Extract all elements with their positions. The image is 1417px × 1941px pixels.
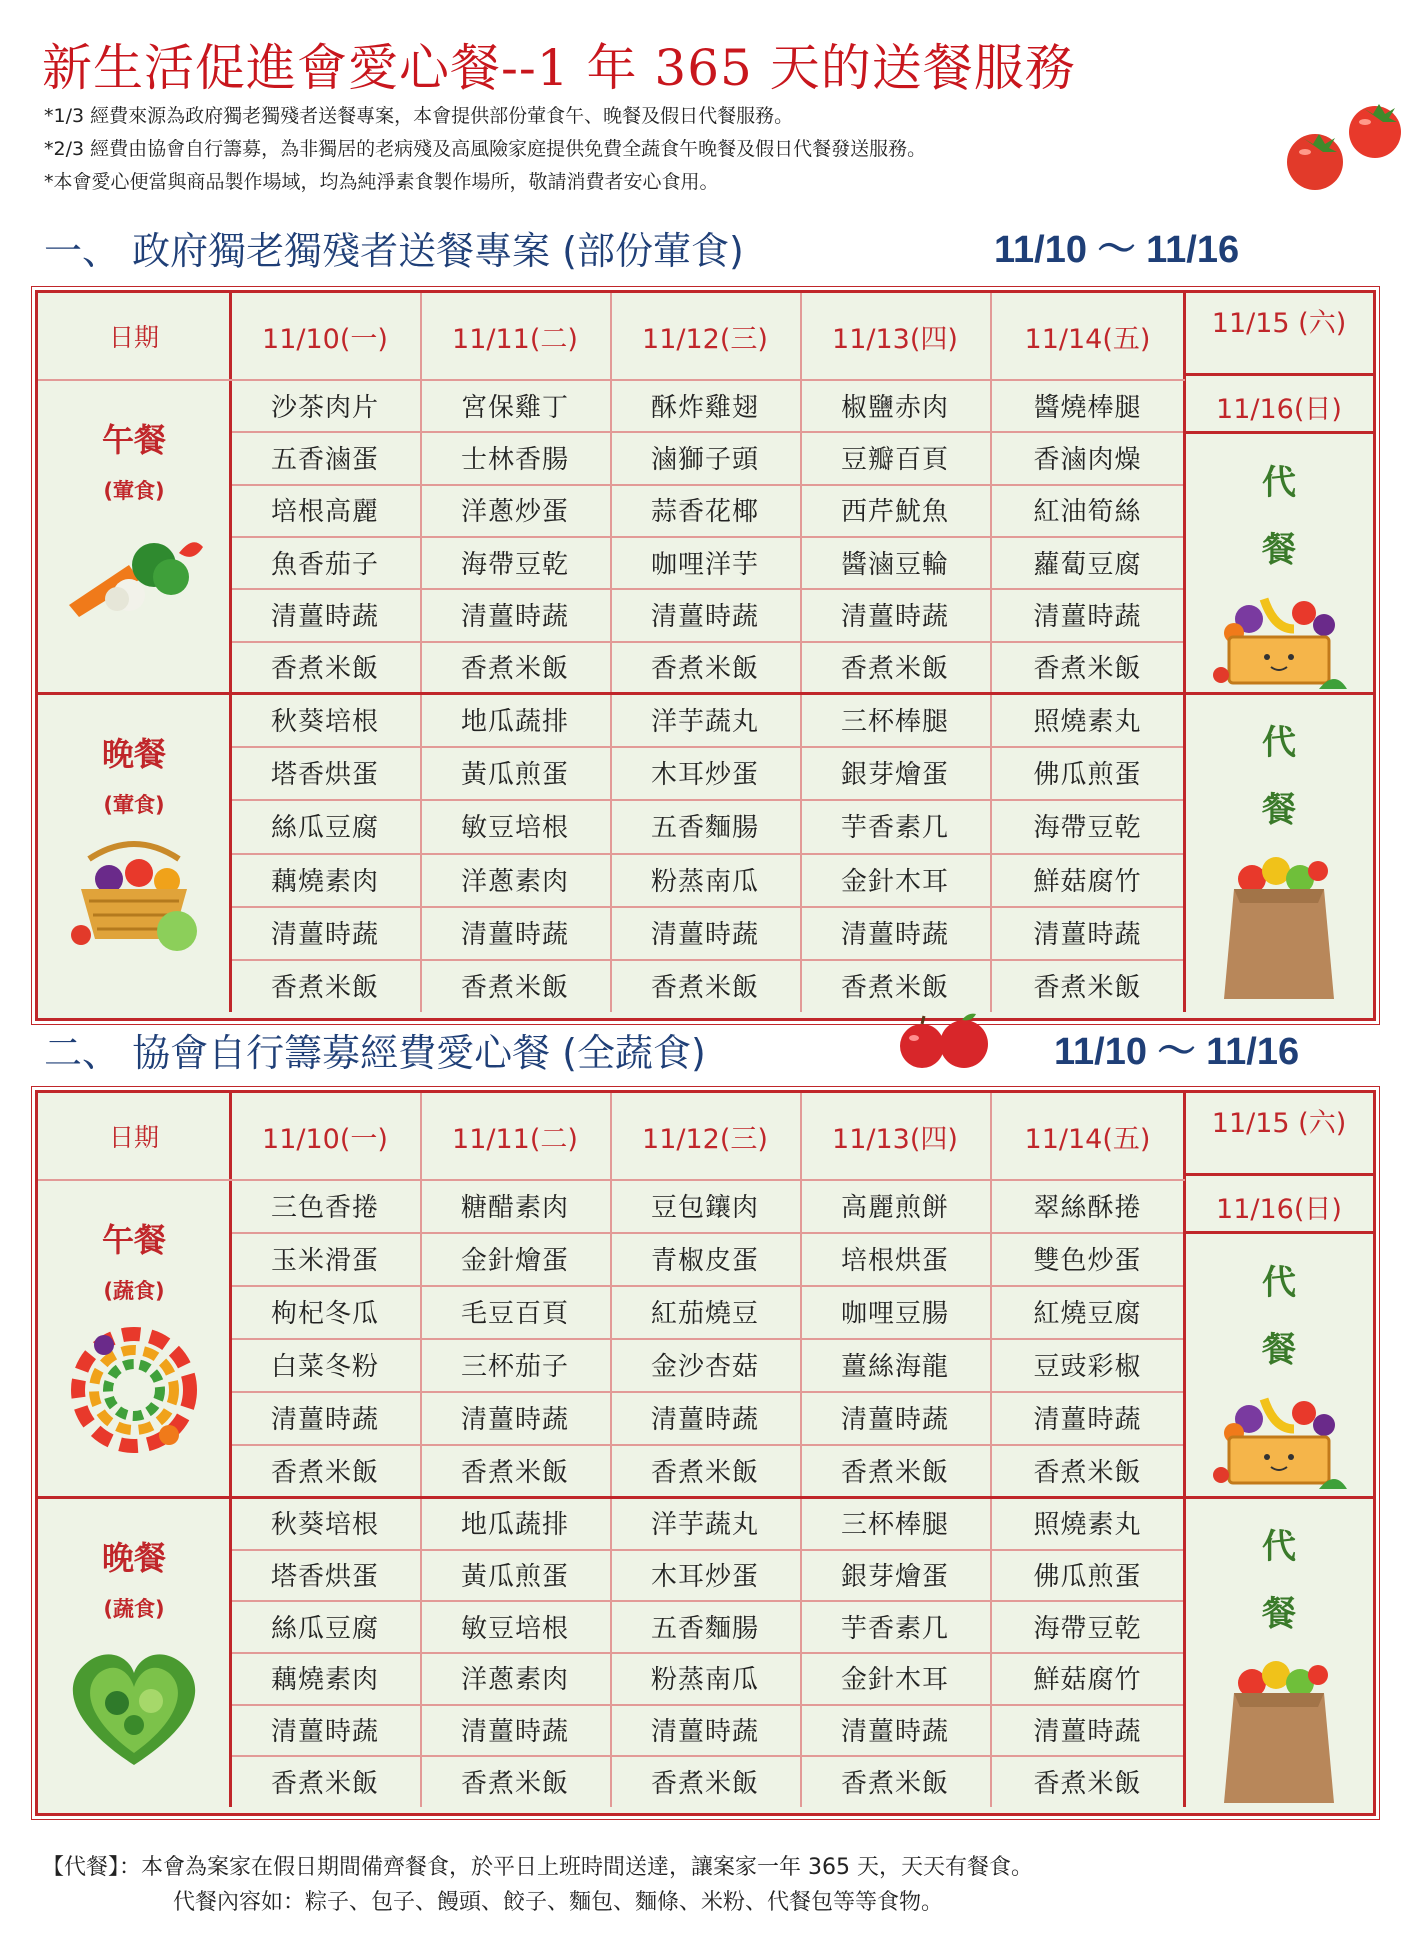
- dish-item: 五香滷蛋: [270, 444, 379, 475]
- grid-row-line: [230, 1652, 1185, 1654]
- lunch-sub-label: (蔬食): [103, 1279, 165, 1303]
- grid-column-line: [610, 1093, 612, 1807]
- dish-item: 豆瓣百頁: [840, 444, 949, 475]
- grid-column-line: [990, 293, 992, 1012]
- substitute-char: 餐: [1262, 1330, 1296, 1370]
- dish-item: 清薑時蔬: [840, 919, 949, 950]
- grid-row-line: [230, 746, 1185, 748]
- grid-column-line: [420, 293, 422, 1012]
- grid-row-line: [230, 588, 1185, 590]
- dish-item: 清薑時蔬: [840, 601, 949, 632]
- dish-item: 佛瓜煎蛋: [1033, 1561, 1142, 1592]
- grid-row-line: [1185, 1173, 1373, 1176]
- vegetable-heart-icon: [59, 1643, 209, 1777]
- note-line: *1/3 經費來源為政府獨老獨殘者送餐專案，本會提供部份葷食午、晚餐及假日代餐服務。: [44, 105, 794, 127]
- grid-row-line: [1185, 373, 1373, 376]
- dish-item: 酥炸雞翅: [650, 392, 759, 423]
- dish-item: 清薑時蔬: [460, 1405, 569, 1435]
- dish-item: 木耳炒蛋: [650, 1561, 759, 1592]
- grid-row-line: [230, 1600, 1185, 1602]
- grid-column-line: [800, 293, 802, 1012]
- dish-item: 香煮米飯: [650, 972, 759, 1003]
- dinner-sub-label: (葷食): [103, 793, 165, 817]
- dish-item: 清薑時蔬: [270, 919, 379, 950]
- dish-item: 地瓜蔬排: [460, 707, 569, 738]
- grid-row-line: [230, 799, 1185, 801]
- dish-item: 清薑時蔬: [840, 1716, 949, 1747]
- grid-column-line: [990, 1093, 992, 1807]
- saturday-header: 11/15 (六): [1211, 308, 1347, 339]
- grid-row-line: [230, 536, 1185, 538]
- dish-item: 清薑時蔬: [650, 601, 759, 632]
- grid-row-line: [1185, 431, 1373, 434]
- dish-item: 糖醋素肉: [460, 1193, 569, 1223]
- dish-item: 地瓜蔬排: [460, 1510, 569, 1541]
- dish-item: 三杯棒腿: [840, 1510, 949, 1541]
- day-header: 11/10(一): [262, 1123, 388, 1155]
- grid-row-line: [38, 692, 1373, 695]
- dish-item: 照燒素丸: [1033, 707, 1142, 738]
- footer-note: [42, 1850, 1033, 1920]
- dish-item: 佛瓜煎蛋: [1033, 760, 1142, 791]
- section2-menu-table: [35, 1090, 1376, 1816]
- dish-item: 香煮米飯: [650, 1768, 759, 1799]
- day-header: 11/14(五): [1024, 323, 1151, 355]
- section1-heading: 一、 政府獨老獨殘者送餐專案 (部份葷食): [44, 229, 744, 273]
- apple-icon: [892, 1010, 996, 1070]
- dish-item: 清薑時蔬: [270, 1716, 379, 1747]
- dish-item: 香煮米飯: [840, 654, 949, 685]
- substitute-meal-cell: [1185, 1233, 1373, 1497]
- dish-item: 枸杞冬瓜: [270, 1299, 379, 1329]
- day-header: 11/12(三): [642, 323, 768, 355]
- grid-row-line: [38, 379, 1185, 381]
- grid-row-line: [1185, 1231, 1373, 1234]
- dish-item: 清薑時蔬: [1033, 919, 1142, 950]
- dish-item: 金針木耳: [840, 866, 949, 897]
- grid-row-line: [230, 1232, 1185, 1234]
- dish-item: 清薑時蔬: [460, 919, 569, 950]
- day-header: 11/11(二): [452, 323, 578, 355]
- grid-row-line: [230, 641, 1185, 643]
- dish-item: 清薑時蔬: [270, 1405, 379, 1435]
- dish-item: 蒜香花椰: [650, 497, 759, 528]
- dish-item: 鮮菇腐竹: [1033, 866, 1142, 897]
- day-header: 11/13(四): [832, 1123, 958, 1155]
- dish-item: 滷獅子頭: [650, 444, 759, 475]
- dish-item: 洋芋蔬丸: [650, 707, 759, 738]
- dish-item: 芋香素几: [840, 1613, 949, 1644]
- section1-title: [44, 220, 1240, 275]
- lunch-label-cell: [38, 379, 230, 693]
- lunch-label-cell: [38, 1179, 230, 1497]
- dish-item: 洋芋蔬丸: [650, 1510, 759, 1541]
- footer-line: 【代餐】：本會為案家在假日期間備齊餐食，於平日上班時間送達，讓案家一年 365 天，天天有餐食。: [42, 1855, 1033, 1880]
- grid-row-line: [38, 1179, 1185, 1181]
- dish-item: 白菜冬粉: [270, 1352, 379, 1382]
- dinner-label: 晚餐: [101, 1539, 166, 1577]
- note-line: *2/3 經費由協會自行籌募，為非獨居的老病殘及高風險家庭提供免費全蔬食午晚餐及假日代餐發送服務。: [44, 138, 927, 160]
- substitute-char: 代: [1262, 463, 1296, 503]
- grid-row-line: [230, 959, 1185, 961]
- dish-item: 香煮米飯: [460, 1768, 569, 1799]
- dish-item: 洋蔥素肉: [460, 1665, 569, 1696]
- grocery-bag-icon: [1214, 1653, 1344, 1807]
- grid-row-line: [230, 1391, 1185, 1393]
- dish-item: 豆包鑲肉: [650, 1193, 759, 1223]
- dish-item: 士林香腸: [460, 444, 569, 475]
- day-header: 11/10(一): [262, 323, 388, 355]
- dish-item: 青椒皮蛋: [650, 1246, 759, 1276]
- dish-item: 香煮米飯: [270, 1768, 379, 1799]
- dish-item: 宮保雞丁: [460, 392, 569, 423]
- dish-item: 咖哩洋芋: [650, 549, 759, 580]
- dish-item: 香滷肉燥: [1033, 444, 1142, 475]
- dish-item: 香煮米飯: [650, 1458, 759, 1488]
- grid-row-line: [230, 1444, 1185, 1446]
- substitute-char: 代: [1262, 1263, 1296, 1303]
- dish-item: 香煮米飯: [1033, 654, 1142, 685]
- dish-item: 絲瓜豆腐: [270, 1613, 379, 1644]
- dish-item: 香煮米飯: [270, 1458, 379, 1488]
- dish-item: 咖哩豆腸: [840, 1299, 949, 1329]
- substitute-char: 餐: [1262, 1594, 1296, 1634]
- dish-item: 清薑時蔬: [1033, 1405, 1142, 1435]
- dish-item: 五香麵腸: [650, 813, 759, 844]
- sunday-header: 11/16(日): [1216, 1193, 1342, 1225]
- dish-item: 塔香烘蛋: [270, 760, 379, 791]
- sunday-header: 11/16(日): [1216, 393, 1342, 425]
- dish-item: 醬滷豆輪: [840, 549, 949, 580]
- dish-item: 培根烘蛋: [840, 1246, 949, 1276]
- dish-item: 香煮米飯: [1033, 1458, 1142, 1488]
- dish-item: 紅燒豆腐: [1033, 1299, 1142, 1329]
- dish-item: 清薑時蔬: [460, 601, 569, 632]
- day-header: 11/13(四): [832, 323, 958, 355]
- substitute-char: 餐: [1262, 530, 1296, 570]
- dish-item: 清薑時蔬: [650, 1405, 759, 1435]
- dish-item: 三杯棒腿: [840, 707, 949, 738]
- day-header: 11/12(三): [642, 1123, 768, 1155]
- saturday-header: 11/15 (六): [1211, 1108, 1347, 1139]
- dish-item: 香煮米飯: [840, 1768, 949, 1799]
- dish-item: 清薑時蔬: [650, 919, 759, 950]
- grid-row-line: [230, 1755, 1185, 1757]
- section2-title: [44, 1022, 1300, 1077]
- note-line: *本會愛心便當與商品製作場域，均為純淨素食製作場所，敬請消費者安心食用。: [44, 171, 719, 193]
- dish-item: 洋蔥素肉: [460, 866, 569, 897]
- page-title: 新生活促進會愛心餐--1 年 365 天的送餐服務: [42, 39, 1076, 97]
- grid-column-line: [610, 293, 612, 1012]
- dish-item: 金針木耳: [840, 1665, 949, 1696]
- dish-item: 清薑時蔬: [1033, 1716, 1142, 1747]
- dish-item: 高麗煎餅: [840, 1193, 949, 1223]
- dish-item: 蘿蔔豆腐: [1033, 549, 1142, 580]
- grid-column-line: [420, 1093, 422, 1807]
- dish-item: 黃瓜煎蛋: [460, 1561, 569, 1592]
- lunch-label: 午餐: [101, 1221, 166, 1259]
- grocery-bag-icon: [1214, 849, 1344, 1003]
- day-header: 11/11(二): [452, 1123, 578, 1155]
- dish-item: 香煮米飯: [460, 654, 569, 685]
- dish-item: 清薑時蔬: [840, 1405, 949, 1435]
- grid-row-line: [230, 906, 1185, 908]
- dish-item: 香煮米飯: [270, 972, 379, 1003]
- dish-item: 雙色炒蛋: [1033, 1246, 1142, 1276]
- section1-menu-table: [35, 290, 1376, 1021]
- lunch-sub-label: (葷食): [103, 479, 165, 503]
- grid-row-line: [38, 1496, 1373, 1499]
- footer-line: 代餐內容如：粽子、包子、饅頭、餃子、麵包、麵條、米粉、代餐包等等食物。: [173, 1890, 944, 1915]
- notes: [44, 100, 926, 199]
- dish-item: 西芹魷魚: [840, 497, 949, 528]
- dish-item: 沙茶肉片: [270, 392, 379, 423]
- dish-item: 醬燒棒腿: [1033, 392, 1142, 423]
- dish-item: 清薑時蔬: [1033, 601, 1142, 632]
- dish-item: 洋蔥炒蛋: [460, 497, 569, 528]
- dinner-label-cell: [38, 693, 230, 1012]
- grid-column-line: [229, 1093, 232, 1807]
- dish-item: 藕燒素肉: [270, 1665, 379, 1696]
- dish-item: 香煮米飯: [270, 654, 379, 685]
- vegetable-circle-icon: [59, 1325, 209, 1459]
- dish-item: 金針燴蛋: [460, 1246, 569, 1276]
- dish-item: 香煮米飯: [1033, 972, 1142, 1003]
- grid-row-line: [230, 1704, 1185, 1706]
- substitute-char: 代: [1262, 1527, 1296, 1567]
- dish-item: 秋葵培根: [270, 1510, 379, 1541]
- grid-column-line: [229, 293, 232, 1012]
- dish-item: 鮮菇腐竹: [1033, 1665, 1142, 1696]
- substitute-char: 餐: [1262, 790, 1296, 830]
- dish-item: 椒鹽赤肉: [840, 392, 949, 423]
- dish-item: 三杯茄子: [460, 1352, 569, 1382]
- grid-row-line: [230, 484, 1185, 486]
- dish-item: 毛豆百頁: [460, 1299, 569, 1329]
- dish-item: 香煮米飯: [460, 1458, 569, 1488]
- day-header: 11/14(五): [1024, 1123, 1151, 1155]
- section2-date-range: 11/10 ～ 11/16: [1054, 1031, 1300, 1073]
- grid-column-line: [1183, 1093, 1186, 1807]
- dish-item: 芋香素几: [840, 813, 949, 844]
- dish-item: 清薑時蔬: [650, 1716, 759, 1747]
- grid-row-line: [230, 1549, 1185, 1551]
- dish-item: 絲瓜豆腐: [270, 813, 379, 844]
- dish-item: 粉蒸南瓜: [650, 866, 759, 897]
- substitute-meal-cell: [1185, 1497, 1373, 1807]
- dish-item: 玉米滑蛋: [270, 1246, 379, 1276]
- grid-column-line: [800, 1093, 802, 1807]
- dish-item: 海帶豆乾: [460, 549, 569, 580]
- dish-item: 魚香茄子: [270, 549, 379, 580]
- section2-heading: 二、 協會自行籌募經費愛心餐 (全蔬食): [44, 1031, 706, 1075]
- dish-item: 香煮米飯: [650, 654, 759, 685]
- substitute-meal-cell: [1185, 433, 1373, 693]
- dish-item: 培根高麗: [270, 497, 379, 528]
- dinner-sub-label: (蔬食): [103, 1597, 165, 1621]
- dish-item: 香煮米飯: [840, 1458, 949, 1488]
- substitute-meal-cell: [1185, 693, 1373, 1012]
- dinner-label-cell: [38, 1497, 230, 1807]
- dish-item: 木耳炒蛋: [650, 760, 759, 791]
- grid-column-line: [1183, 293, 1186, 1012]
- dish-item: 銀芽燴蛋: [840, 760, 949, 791]
- grid-row-line: [230, 431, 1185, 433]
- dish-item: 香煮米飯: [1033, 1768, 1142, 1799]
- dish-item: 金沙杏菇: [650, 1352, 759, 1382]
- grid-row-line: [230, 1338, 1185, 1340]
- fruit-basket-icon: [59, 839, 209, 963]
- dish-item: 薑絲海龍: [840, 1352, 949, 1382]
- grid-row-line: [230, 1285, 1185, 1287]
- dish-item: 紅茄燒豆: [650, 1299, 759, 1329]
- dish-item: 藕燒素肉: [270, 866, 379, 897]
- tomato-icon: [1275, 100, 1415, 210]
- dish-item: 香煮米飯: [460, 972, 569, 1003]
- dish-item: 敏豆培根: [460, 1613, 569, 1644]
- date-header: 日期: [108, 324, 159, 352]
- dish-item: 豆豉彩椒: [1033, 1352, 1142, 1382]
- section1-date-range: 11/10 ～ 11/16: [994, 229, 1240, 271]
- dish-item: 香煮米飯: [840, 972, 949, 1003]
- dish-item: 塔香烘蛋: [270, 1561, 379, 1592]
- dish-item: 敏豆培根: [460, 813, 569, 844]
- dish-item: 五香麵腸: [650, 1613, 759, 1644]
- lunch-label: 午餐: [101, 421, 166, 459]
- dish-item: 清薑時蔬: [270, 601, 379, 632]
- dish-item: 三色香捲: [270, 1193, 379, 1223]
- vegetables-icon: [59, 525, 209, 629]
- dish-item: 清薑時蔬: [460, 1716, 569, 1747]
- dish-item: 翠絲酥捲: [1033, 1193, 1142, 1223]
- date-header: 日期: [108, 1124, 159, 1152]
- substitute-char: 代: [1262, 723, 1296, 763]
- dish-item: 銀芽燴蛋: [840, 1561, 949, 1592]
- dish-item: 秋葵培根: [270, 707, 379, 738]
- dish-item: 黃瓜煎蛋: [460, 760, 569, 791]
- dish-item: 照燒素丸: [1033, 1510, 1142, 1541]
- grid-row-line: [230, 853, 1185, 855]
- dinner-label: 晚餐: [101, 735, 166, 773]
- dish-item: 海帶豆乾: [1033, 1613, 1142, 1644]
- dish-item: 粉蒸南瓜: [650, 1665, 759, 1696]
- fruit-box-icon: [1209, 1389, 1349, 1503]
- fruit-box-icon: [1209, 589, 1349, 703]
- dish-item: 海帶豆乾: [1033, 813, 1142, 844]
- dish-item: 紅油筍絲: [1033, 497, 1142, 528]
